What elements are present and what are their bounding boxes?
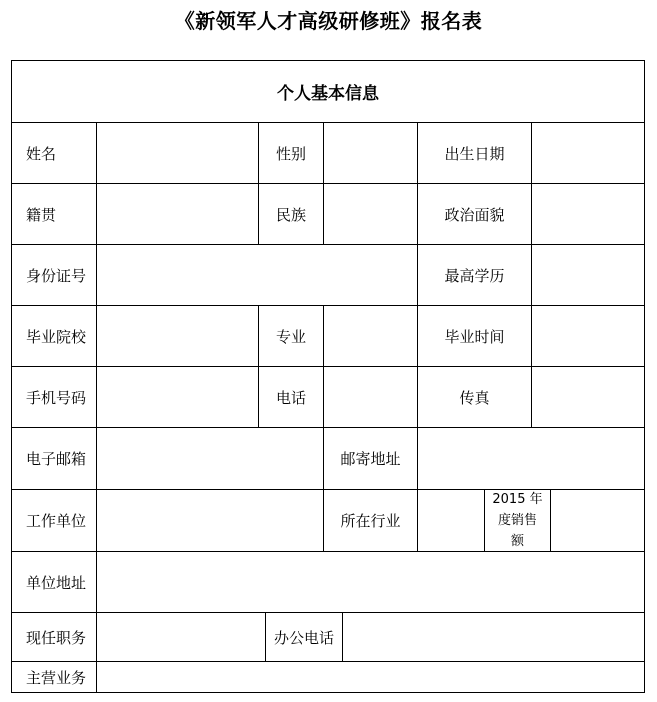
email-field[interactable] (96, 427, 324, 490)
employer-address-label: 单位地址 (11, 551, 97, 613)
current-position-field[interactable] (96, 612, 266, 662)
fax-label: 传真 (417, 366, 532, 428)
office-phone-label: 办公电话 (265, 612, 343, 662)
graduation-time-field[interactable] (531, 305, 645, 367)
ethnicity-label: 民族 (258, 183, 324, 245)
employer-address-field[interactable] (96, 551, 645, 613)
sales-2015-label-line2: 度销售 (497, 513, 537, 528)
email-label: 电子邮箱 (11, 427, 97, 490)
birth-date-label: 出生日期 (417, 122, 532, 184)
office-phone-field[interactable] (342, 612, 645, 662)
sales-2015-field[interactable] (550, 489, 645, 552)
political-status-field[interactable] (531, 183, 645, 245)
name-field[interactable] (96, 122, 259, 184)
major-field[interactable] (323, 305, 418, 367)
id-number-label: 身份证号 (11, 244, 97, 306)
employer-label: 工作单位 (11, 489, 97, 552)
sales-2015-label-line3: 额 (510, 534, 524, 549)
sales-2015-label (484, 489, 551, 552)
gender-field[interactable] (323, 122, 418, 184)
graduation-time-label: 毕业时间 (417, 305, 532, 367)
birth-date-field[interactable] (531, 122, 645, 184)
native-place-field[interactable] (96, 183, 259, 245)
phone-label: 电话 (258, 366, 324, 428)
political-status-label: 政治面貌 (417, 183, 532, 245)
education-field[interactable] (531, 244, 645, 306)
id-number-field[interactable] (96, 244, 418, 306)
form-title: 《新领军人才高级研修班》报名表 (174, 9, 483, 33)
mobile-label: 手机号码 (11, 366, 97, 428)
education-label: 最高学历 (417, 244, 532, 306)
mobile-field[interactable] (96, 366, 259, 428)
industry-field[interactable] (417, 489, 485, 552)
major-label: 专业 (258, 305, 324, 367)
sales-2015-label-line1: 2015 年 (492, 492, 543, 507)
mailing-address-field[interactable] (417, 427, 645, 490)
phone-field[interactable] (323, 366, 418, 428)
industry-label: 所在行业 (323, 489, 418, 552)
section-header: 个人基本信息 (11, 60, 645, 123)
current-position-label: 现任职务 (11, 612, 97, 662)
gender-label: 性别 (258, 122, 324, 184)
main-business-label: 主营业务 (11, 661, 97, 693)
ethnicity-field[interactable] (323, 183, 418, 245)
employer-field[interactable] (96, 489, 324, 552)
school-label: 毕业院校 (11, 305, 97, 367)
name-label: 姓名 (11, 122, 97, 184)
fax-field[interactable] (531, 366, 645, 428)
main-business-field[interactable] (96, 661, 645, 693)
mailing-address-label: 邮寄地址 (323, 427, 418, 490)
school-field[interactable] (96, 305, 259, 367)
native-place-label: 籍贯 (11, 183, 97, 245)
